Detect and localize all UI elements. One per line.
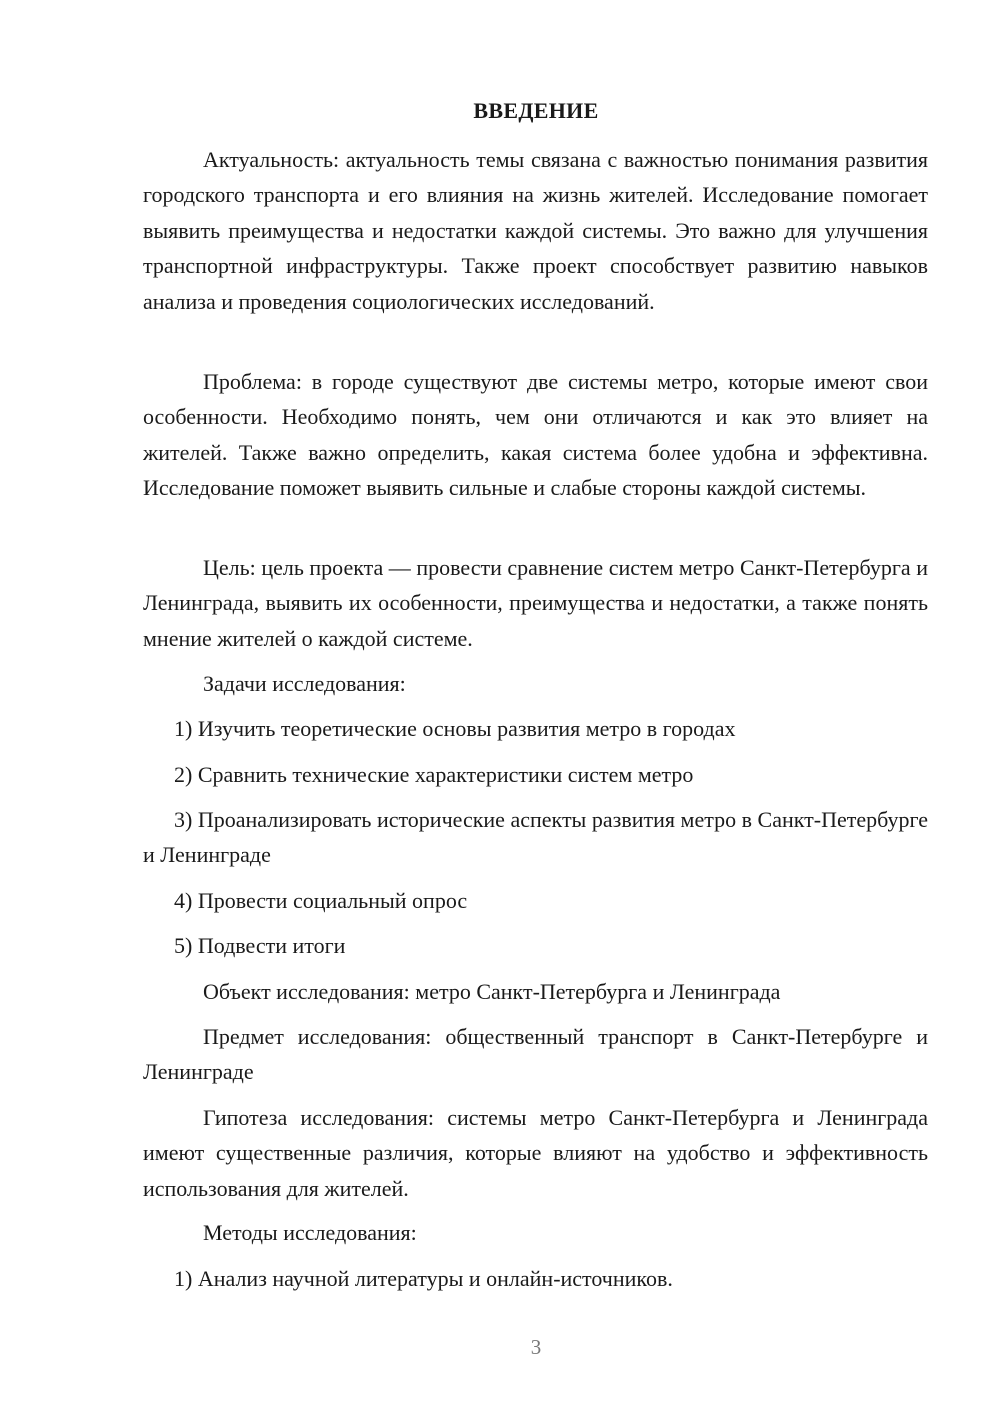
methods-heading: Методы исследования:: [203, 1220, 417, 1245]
task-item-4: 4) Провести социальный опрос: [174, 888, 468, 913]
goal-paragraph: Цель: цель проекта — провести сравнение систем метро Санкт-Петербурга и Ленинграда, выявить их особенности, преимущества и недостатки, а также понять мнение жителей о каждой системе.: [143, 555, 928, 651]
object-paragraph: Объект исследования: метро Санкт-Петербурга и Ленинграда: [203, 979, 781, 1004]
task-item-2: 2) Сравнить технические характеристики систем метро: [174, 762, 694, 787]
task-item-5: 5) Подвести итоги: [174, 933, 346, 958]
page-number: 3: [530, 1335, 542, 1359]
problem-paragraph: Проблема: в городе существуют две системы метро, которые имеют свои особенности. Необходимо понять, чем они отличаются и как это влияет на жителей. Также важно определить, какая система более удобна и эффективна. Исследование поможет выявить сильные и слабые стороны каждой системы.: [143, 369, 928, 501]
page-title: ВВЕДЕНИЕ: [473, 98, 599, 123]
subject-paragraph: Предмет исследования: общественный транспорт в Санкт-Петербурге и Ленинграде: [143, 1024, 928, 1085]
hypothesis-paragraph: Гипотеза исследования: системы метро Санкт-Петербурга и Ленинграда имеют существенные различия, которые влияют на удобство и эффективность использования для жителей.: [143, 1105, 928, 1201]
method-item-1: 1) Анализ научной литературы и онлайн-источников.: [174, 1266, 673, 1291]
task-item-1: 1) Изучить теоретические основы развития метро в городах: [174, 716, 736, 741]
relevance-paragraph: Актуальность: актуальность темы связана с важностью понимания развития городского транспорта и его влияния на жизнь жителей. Исследование помогает выявить преимущества и недостатки каждой системы. Это важно для улучшения транспортной инфраструктуры. Также проект способствует развитию навыков анализа и проведения социологических исследований.: [143, 147, 928, 314]
tasks-heading: Задачи исследования:: [203, 671, 406, 696]
task-item-3: 3) Проанализировать исторические аспекты развития метро в Санкт-Петербурге и Ленинграде: [143, 807, 928, 868]
